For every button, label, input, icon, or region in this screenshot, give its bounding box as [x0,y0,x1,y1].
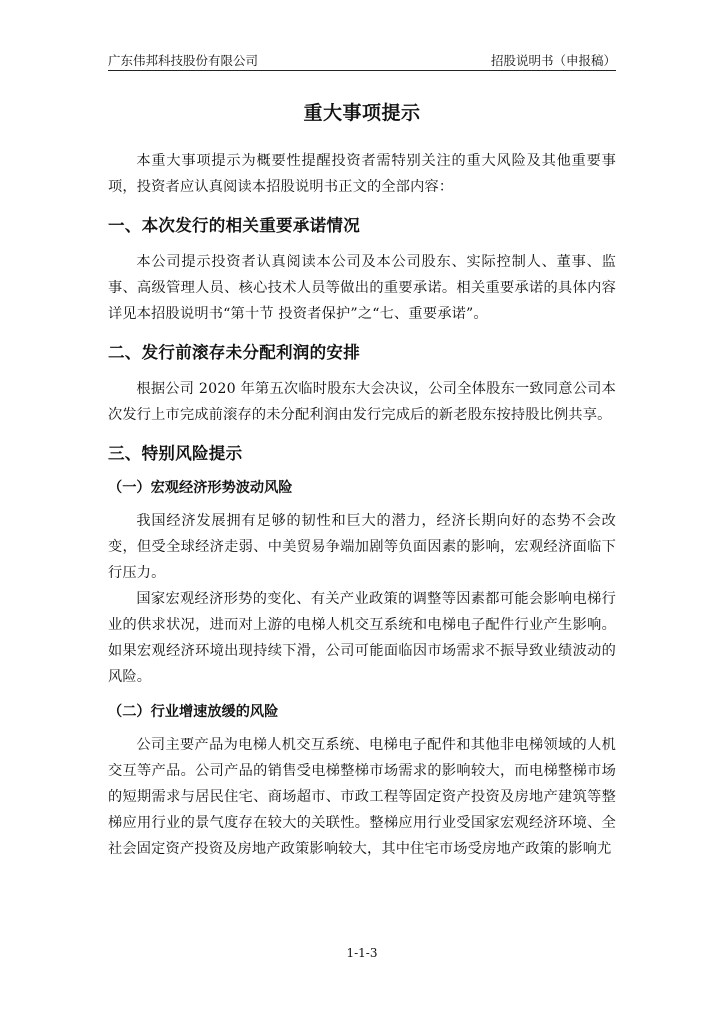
header-company: 广东伟邦科技股份有限公司 [108,53,259,68]
subsection-1-paragraph-2: 国家宏观经济形势的变化、有关产业政策的调整等因素都可能会影响电梯行业的供求状况，进而对上游的电梯人机交互系统和电梯电子配件行业产生影响。如果宏观经济环境出现持续下滑，公司可能面临因市场需求不振导致业绩波动的风险。 [108,591,616,685]
section-1-paragraph: 本公司提示投资者认真阅读本公司及本公司股东、实际控制人、董事、监事、高级管理人员、核心技术人员等做出的重要承诺。相关重要承诺的具体内容详见本招股说明书“第十节 投资者保护”之“七、重要承诺”。 [108,254,616,322]
section-heading-3: 三、特别风险提示 [108,444,243,463]
page-title: 重大事项提示 [303,102,421,124]
header-doc-type: 招股说明书（申报稿） [490,53,616,68]
section-2-paragraph: 根据公司 2020 年第五次临时股东大会决议，公司全体股东一致同意公司本次发行上市完成前滚存的未分配利润由发行完成后的新老股东按持股比例共享。 [108,381,616,423]
page-content [108,98,616,862]
subsection-heading-2: （二）行业增速放缓的风险 [108,704,279,720]
page-number: 1-1-3 [346,946,378,960]
section-heading-2: 二、发行前滚存未分配利润的安排 [108,343,360,362]
page-header [108,50,616,71]
subsection-heading-1: （一）宏观经济形势波动风险 [108,480,293,496]
subsection-1-paragraph-1: 我国经济发展拥有足够的韧性和巨大的潜力，经济长期向好的态势不会改变，但受全球经济走弱、中美贸易争端加剧等负面因素的影响，宏观经济面临下行压力。 [108,513,616,581]
intro-paragraph: 本重大事项提示为概要性提醒投资者需特别关注的重大风险及其他重要事项，投资者应认真阅读本招股说明书正文的全部内容： [108,153,616,195]
subsection-2-paragraph-1: 公司主要产品为电梯人机交互系统、电梯电子配件和其他非电梯领域的人机交互等产品。公司产品的销售受电梯整梯市场需求的影响较大，而电梯整梯市场的短期需求与居民住宅、商场超市、市政工程等固定资产投资及房地产建筑等整梯应用行业的景气度存在较大的关联性。整梯应用行业受国家宏观经济环境、全社会固定资产投资及房地产政策影响较大，其中住宅市场受房地产政策的影响尤 [108,737,616,857]
section-heading-1: 一、本次发行的相关重要承诺情况 [108,216,360,235]
